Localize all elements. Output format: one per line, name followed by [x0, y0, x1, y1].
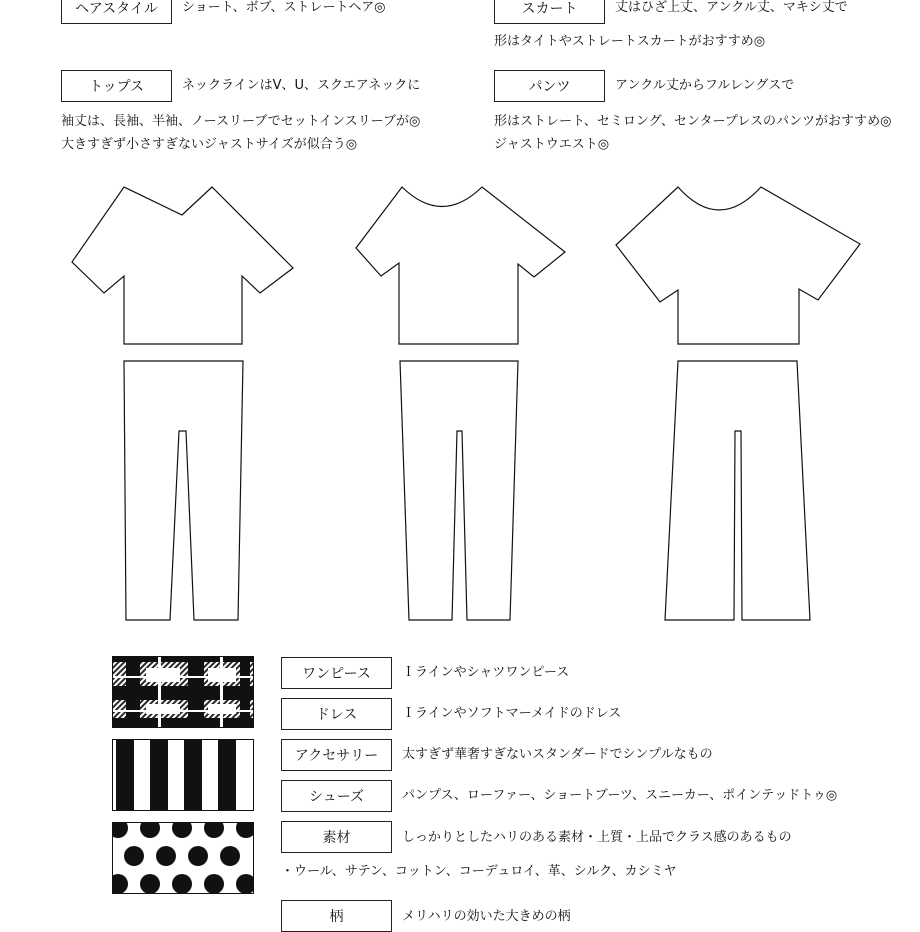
label-accessory: アクセサリー — [281, 739, 392, 771]
tops-desc-3: 大きすぎず小さすぎないジャストサイズが似合う◎ — [61, 137, 358, 152]
label-tops: トップス — [61, 70, 172, 102]
pants-illustration-2 — [400, 361, 518, 620]
skirt-desc-2: 形はタイトやストレートスカートがおすすめ◎ — [494, 34, 766, 49]
pants-desc: アンクル丈からフルレングスで — [615, 78, 795, 93]
label-material: 素材 — [281, 821, 392, 853]
roundneck-top-illustration — [616, 187, 860, 344]
label-pattern: 柄 — [281, 900, 392, 932]
plaid-pattern-swatch — [112, 656, 254, 728]
shoes-desc: パンプス、ローファー、ショートブーツ、スニーカー、ポインテッドトゥ◎ — [402, 788, 838, 803]
uneck-top-illustration — [356, 187, 565, 344]
tops-desc-2: 袖丈は、長袖、半袖、ノースリーブでセットインスリーブが◎ — [61, 114, 421, 129]
vneck-top-illustration — [72, 187, 293, 344]
skirt-desc: 丈はひざ上丈、アンクル丈、マキシ丈で — [615, 0, 848, 15]
dress-desc: Ｉラインやソフトマーメイドのドレス — [402, 706, 622, 721]
pattern-desc: メリハリの効いた大きめの柄 — [402, 909, 571, 924]
label-skirt: スカート — [494, 0, 605, 24]
pants-illustration-3 — [665, 361, 810, 620]
material-desc: しっかりとしたハリのある素材・上質・上品でクラス感のあるもの — [402, 830, 792, 845]
label-hairstyle: ヘアスタイル — [61, 0, 172, 24]
material-desc-2: ・ウール、サテン、コットン、コーデュロイ、革、シルク、カシミヤ — [281, 864, 677, 879]
label-onepiece: ワンピース — [281, 657, 392, 689]
polka-dot-pattern-swatch — [112, 822, 254, 894]
tops-desc: ネックラインはV、U、スクエアネックに — [182, 78, 421, 93]
onepiece-desc: Ｉラインやシャツワンピース — [402, 665, 570, 680]
pants-illustration-1 — [124, 361, 243, 620]
accessory-desc: 太すぎず華奢すぎないスタンダードでシンプルなもの — [402, 747, 713, 762]
pants-desc-2: 形はストレート、セミロング、センタープレスのパンツがおすすめ◎ — [494, 114, 892, 129]
hairstyle-desc: ショート、ボブ、ストレートヘア◎ — [182, 0, 386, 15]
stripe-pattern-swatch — [112, 739, 254, 811]
label-shoes: シューズ — [281, 780, 392, 812]
label-pants: パンツ — [494, 70, 605, 102]
pants-desc-3: ジャストウエスト◎ — [494, 137, 610, 152]
label-dress: ドレス — [281, 698, 392, 730]
